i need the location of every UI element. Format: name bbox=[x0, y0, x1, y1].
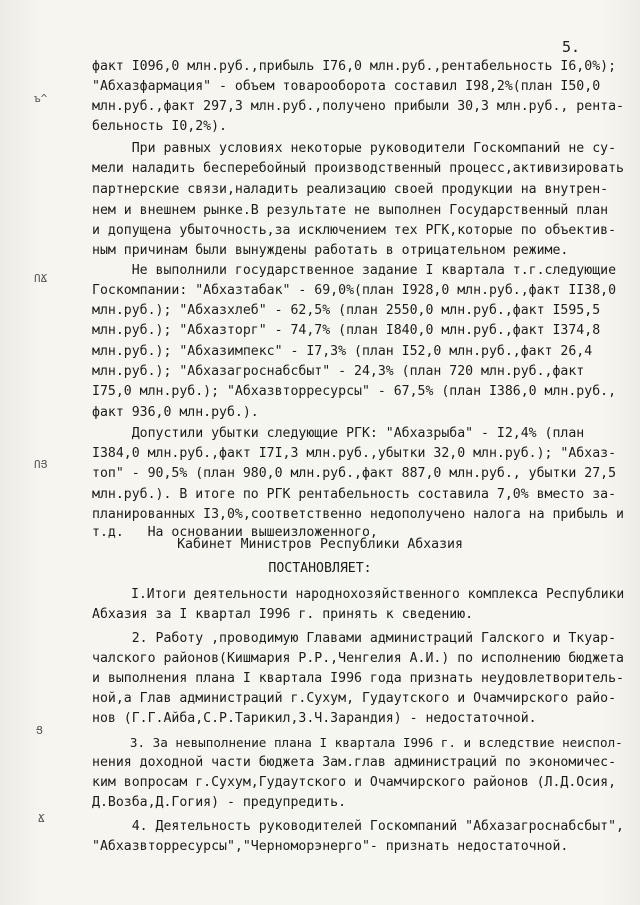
text-line: млн.руб.,факт 297,3 млн.руб.,получено прибыли 30,3 млн.руб., рента- bbox=[92, 99, 624, 114]
text-line: "Абхазфармация" - объем товарооборота составил I98,2%(план I50,0 bbox=[92, 79, 601, 94]
margin-mark: Ճ bbox=[38, 812, 45, 825]
text-line: чалского районов(Кишмария Р.Р.,Ченгелия А.И.) по исполнению бюджета bbox=[92, 651, 624, 666]
text-line: Не выполнили государственное задание I квартала т.г.следующие bbox=[92, 263, 617, 278]
text-line: т.д. На основании вышеизложенного, bbox=[92, 525, 378, 540]
text-line: топ" - 90,5% (план 980,0 млн.руб.,факт 887,0 млн.руб., убытки 27,5 bbox=[92, 466, 617, 481]
margin-mark: Ց bbox=[36, 724, 43, 737]
text-line: 2. Работу ,проводимую Главами администраций Галского и Ткуар- bbox=[92, 631, 617, 646]
text-line: факт 936,0 млн.руб.). bbox=[92, 405, 259, 420]
text-line: ной,а Глав администраций г.Сухум, Гудаутского и Очамчирского райо- bbox=[92, 691, 617, 706]
text-line: При равных условиях некоторые руководители Госкомпаний не су- bbox=[92, 141, 617, 156]
text-line: 3. За невыполнение плана I квартала I996 г. и вследствие неиспол- bbox=[92, 735, 623, 750]
text-line: Допустили убытки следующие РГК: "Абхазрыба" - I2,4% (план bbox=[92, 426, 585, 441]
text-line: нения доходной части бюджета Зам.глав администраций по экономичес- bbox=[92, 755, 617, 770]
margin-mark: ՈՃ bbox=[34, 272, 48, 285]
text-line: мели наладить бесперебойный производственный процесс,активизировать bbox=[92, 161, 624, 176]
text-line: млн.руб.); "Абхазагроснабсбыт" - 24,3% (план 720 млн.руб.,факт bbox=[92, 364, 585, 379]
text-line: Абхазия за I квартал I996 г. принять к сведению. bbox=[92, 607, 474, 622]
text-line: нем и внешнем рынке.В результате не выполнен Государственный план bbox=[92, 203, 609, 218]
text-line: млн.руб.); "Абхазимпекс" - I7,3% (план I52,0 млн.руб.,факт 26,4 bbox=[92, 344, 593, 359]
text-line: I.Итоги деятельности народнохозяйственного комплекса Республики bbox=[92, 587, 625, 602]
text-line: и выполнения плана I квартала I996 года признать неудовлетворитель- bbox=[92, 671, 624, 686]
text-line: планированных I3,0%,соответственно недополучено налога на прибыль и bbox=[92, 507, 624, 522]
page-number: 5. bbox=[562, 38, 581, 56]
text-line: бельность I0,2%). bbox=[92, 119, 227, 134]
heading-resolves: ПОСТАНОВЛЯЕТ: bbox=[268, 561, 372, 576]
text-line: партнерские связи,наладить реализацию своей продукции на внутрен- bbox=[92, 182, 609, 197]
text-line: нов (Г.Г.Айба,С.Р.Тарикил,З.Ч.Зарандия) - недостаточной. bbox=[92, 711, 537, 726]
text-line: I384,0 млн.руб.,факт I7I,3 млн.руб.,убытки 32,0 млн.руб.); "Абхаз- bbox=[92, 446, 617, 461]
text-line: Госкомпании: "Абхазтабак" - 69,0%(план I928,0 млн.руб.,факт II38,0 bbox=[92, 283, 617, 298]
text-line: 4. Деятельность руководителей Госкомпаний "Абхазагроснабсбыт", bbox=[92, 819, 624, 834]
text-line: "Абхазвторресурсы","Черноморэнерго"- признать недостаточной. bbox=[92, 839, 569, 854]
text-line: млн.руб.); "Абхазхлеб" - 62,5% (план 2550,0 млн.руб.,факт I595,5 bbox=[92, 303, 601, 318]
text-line: млн.руб.); "Абхазторг" - 74,7% (план I840,0 млн.руб.,факт I374,8 bbox=[92, 323, 601, 338]
heading-cabinet: Кабинет Министров Республики Абхазия bbox=[177, 537, 463, 552]
margin-mark: ՈՅ bbox=[34, 458, 48, 471]
text-line: ным причинам были вынуждены работать в отрицательном режиме. bbox=[92, 243, 569, 258]
text-line: млн.руб.). В итоге по РГК рентабельность составила 7,0% вместо за- bbox=[92, 487, 617, 502]
text-line: ким вопросам г.Сухум,Гудаутского и Очамчирского районов (Л.Д.Осия, bbox=[92, 775, 617, 790]
text-line: Д.Возба,Д.Гогия) - предупредить. bbox=[92, 795, 347, 810]
text-line: факт I096,0 млн.руб.,прибыль I76,0 млн.руб.,рентабельность I6,0%); bbox=[92, 59, 617, 74]
text-line: и допущена убыточность,за исключением тех РГК,которые по объектив- bbox=[92, 223, 617, 238]
margin-mark: ъ^ bbox=[34, 92, 48, 105]
text-line: I75,0 млн.руб.); "Абхазвторресурсы" - 67,5% (план I386,0 млн.руб., bbox=[92, 384, 617, 399]
